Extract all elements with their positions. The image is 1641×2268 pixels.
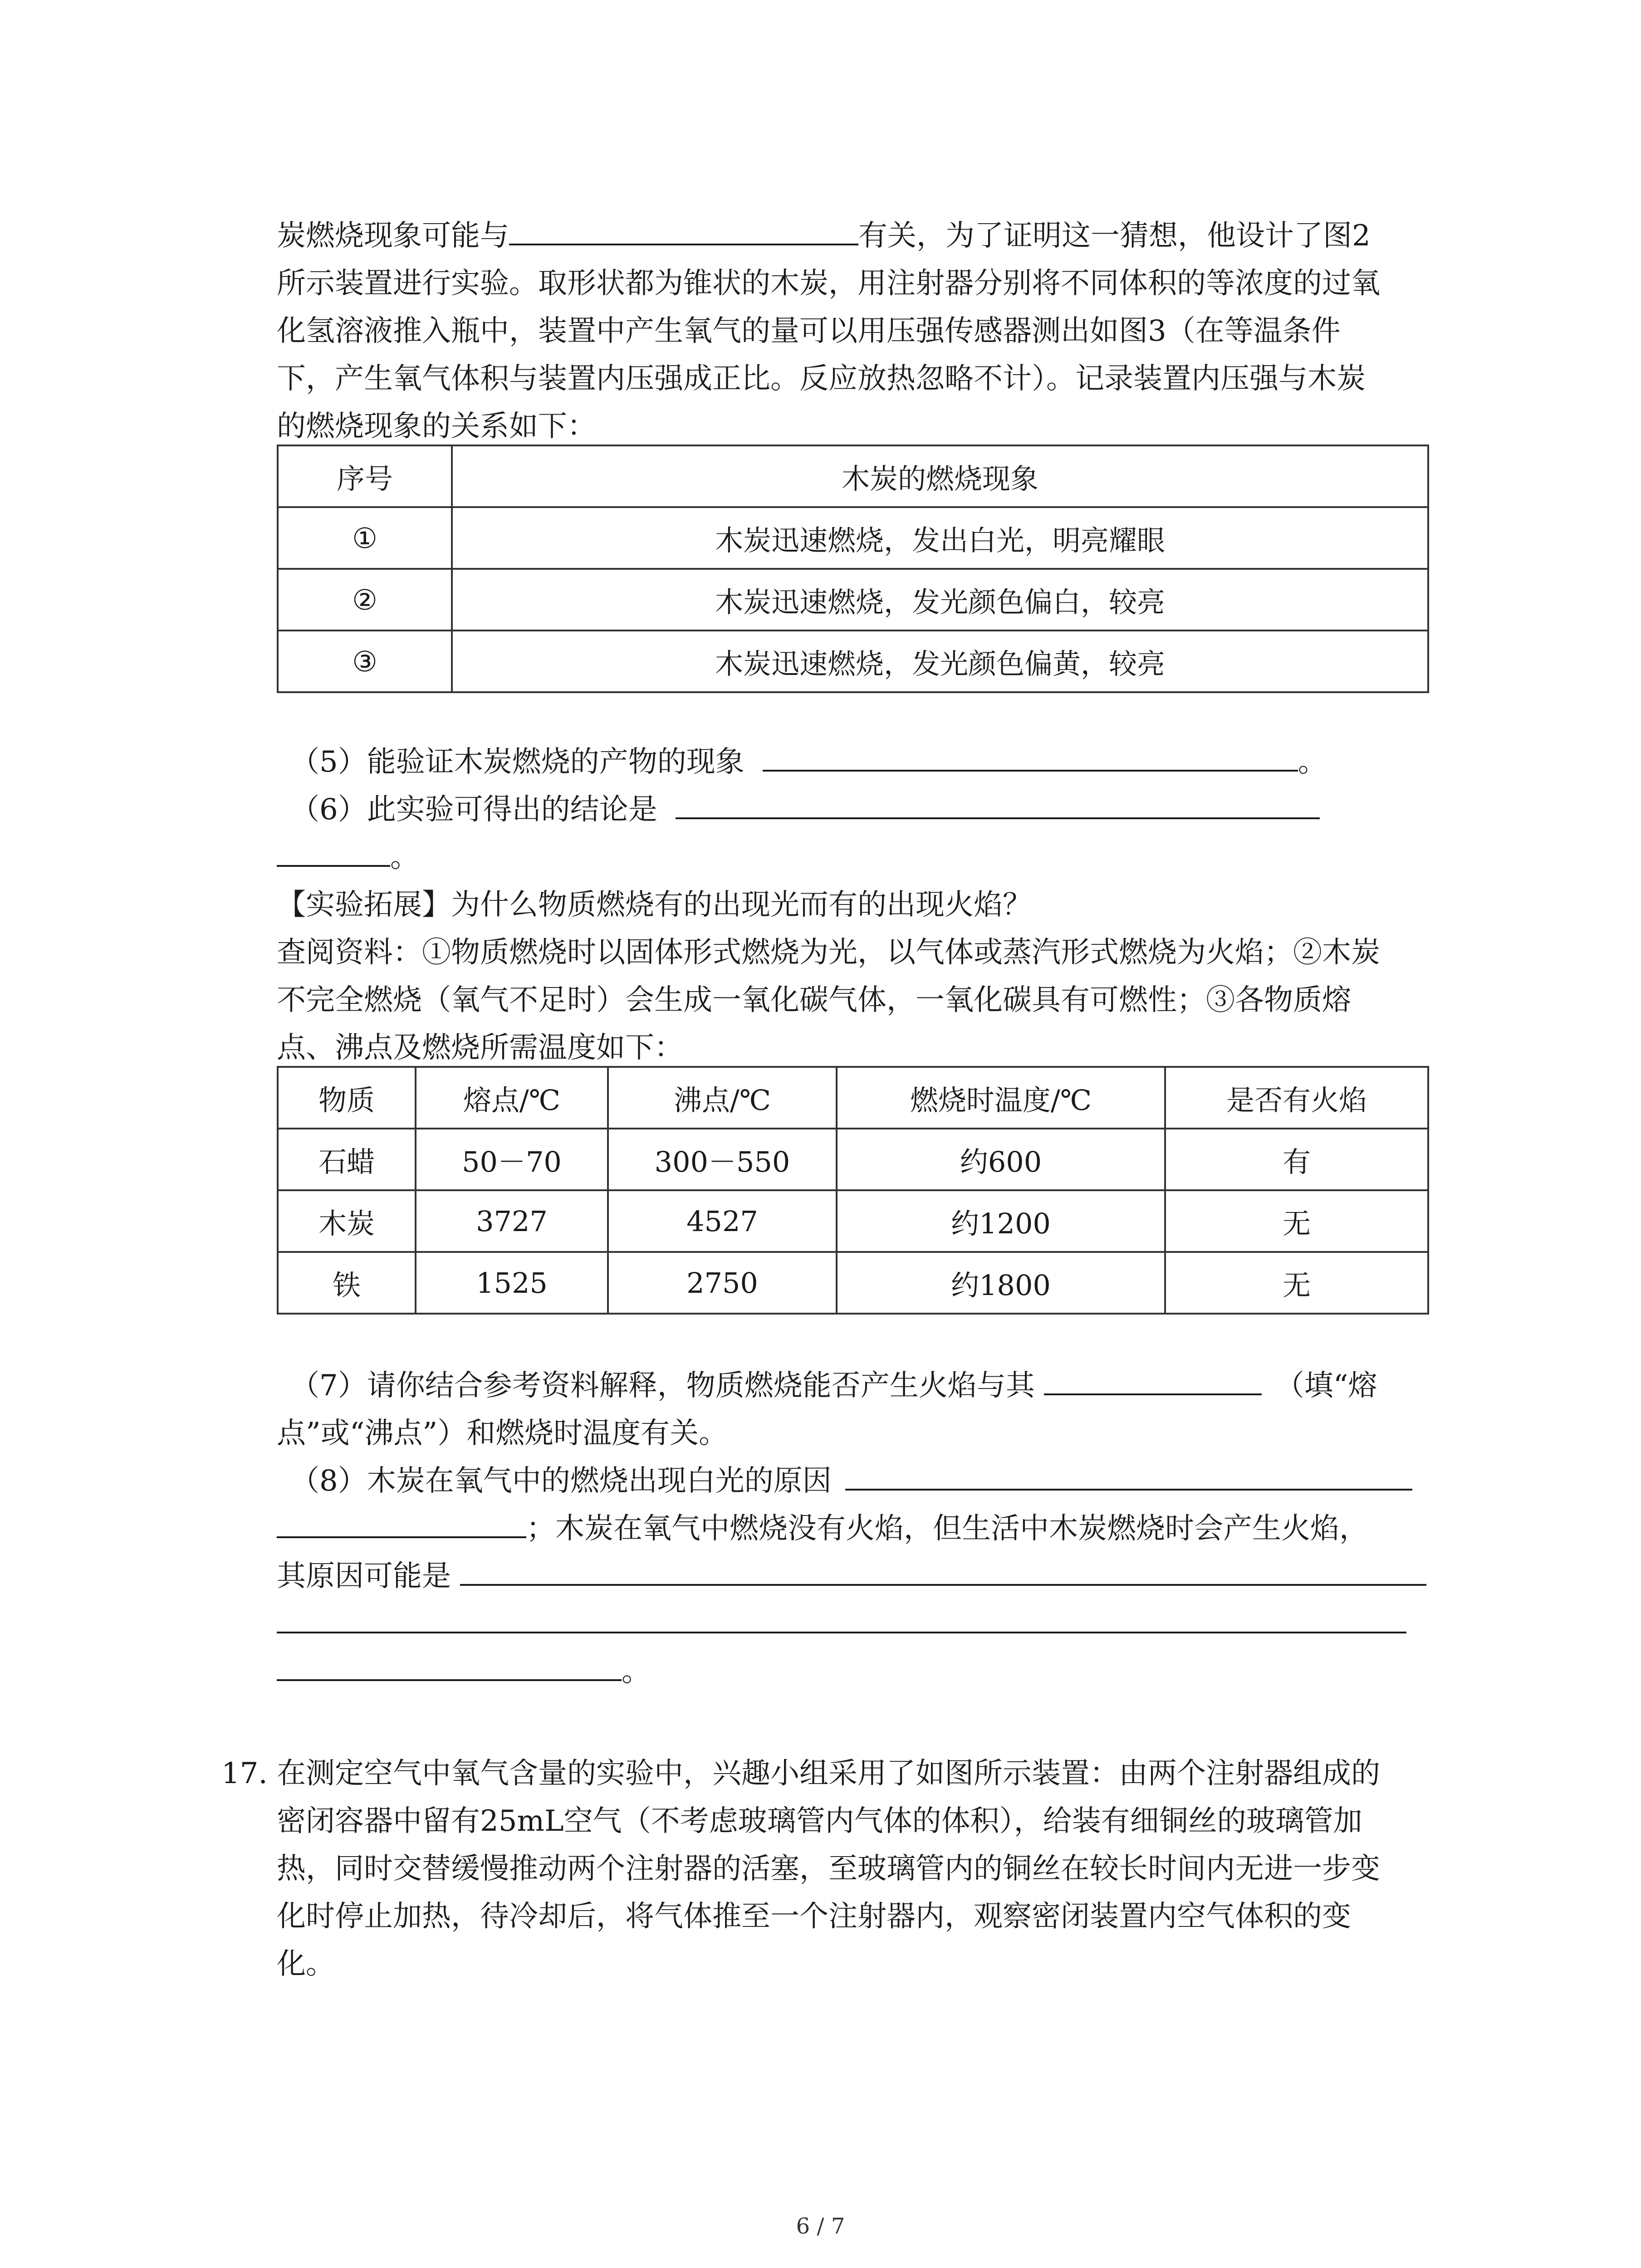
table-cell: ① xyxy=(278,507,452,569)
page-number: 6 / 7 xyxy=(796,2214,845,2239)
question-6-cont xyxy=(277,835,419,880)
q8-text-a: （8）木炭在氧气中的燃烧出现白光的原因 xyxy=(290,1464,832,1498)
q5-end: 。 xyxy=(1298,745,1327,779)
q7-text-b: （填“熔 xyxy=(1275,1369,1377,1403)
question-17-line2: 密闭容器中留有25mL空气（不考虑玻璃管内气体的体积），给装有细铜丝的玻璃管加 xyxy=(277,1804,1362,1838)
table-header: 沸点/℃ xyxy=(608,1067,837,1129)
table-header: 物质 xyxy=(278,1067,416,1129)
table-cell: 无 xyxy=(1165,1190,1428,1252)
extension-title: 【实验拓展】为什么物质燃烧有的出现光而有的出现火焰？ xyxy=(277,888,1032,922)
table-header: 序号 xyxy=(278,445,452,507)
table-cell: 约1200 xyxy=(837,1190,1165,1252)
table-header: 木炭的燃烧现象 xyxy=(452,445,1428,507)
question-8-line3 xyxy=(277,1554,1426,1599)
table-cell: 无 xyxy=(1165,1252,1428,1314)
table-cell: ② xyxy=(278,569,452,631)
properties-table xyxy=(277,1066,1429,1315)
table-header: 是否有火焰 xyxy=(1165,1067,1428,1129)
table-cell: 木炭迅速燃烧，发出白光，明亮耀眼 xyxy=(452,507,1428,569)
q7-text-a: （7）请你结合参考资料解释，物质燃烧能否产生火焰与其 xyxy=(290,1369,1035,1403)
question-17-line4: 化时停止加热，待冷却后，将气体推至一个注射器内，观察密闭装置内空气体积的变 xyxy=(277,1900,1351,1933)
question-8-line4 xyxy=(277,1601,1406,1647)
question-8 xyxy=(290,1458,1412,1504)
para1-line2: 所示装置进行实验。取形状都为锥状的木炭，用注射器分别将不同体积的等浓度的过氧 xyxy=(277,267,1380,300)
table-cell: 石蜡 xyxy=(278,1129,416,1190)
question-8-line5 xyxy=(277,1649,651,1694)
question-7-cont: 点”或“沸点”）和燃烧时温度有关。 xyxy=(277,1417,728,1450)
para1-line1 xyxy=(277,213,1371,259)
q6-end: 。 xyxy=(390,841,419,874)
table-row xyxy=(278,507,1428,569)
table-row xyxy=(278,1190,1428,1252)
table-cell: ③ xyxy=(278,631,452,692)
q6-text: （6）此实验可得出的结论是 xyxy=(290,793,657,826)
table-cell: 2750 xyxy=(608,1252,837,1314)
answer-blank-q7[interactable] xyxy=(1044,1364,1262,1395)
table-cell: 木炭迅速燃烧，发光颜色偏黄，较亮 xyxy=(452,631,1428,692)
extension-line3: 点、沸点及燃烧所需温度如下： xyxy=(277,1031,683,1065)
table-row xyxy=(278,1252,1428,1314)
table-cell: 约1800 xyxy=(837,1252,1165,1314)
table-cell: 约600 xyxy=(837,1129,1165,1190)
para1-line4: 下，产生氧气体积与装置内压强成正比。反应放热忽略不计）。记录装置内压强与木炭 xyxy=(277,362,1366,396)
question-6 xyxy=(290,787,1320,832)
table-header: 燃烧时温度/℃ xyxy=(837,1067,1165,1129)
answer-blank-q8a[interactable] xyxy=(845,1459,1412,1491)
q5-text: （5）能验证木炭燃烧的产物的现象 xyxy=(290,745,745,779)
question-7 xyxy=(290,1363,1377,1408)
table-cell: 有 xyxy=(1165,1129,1428,1190)
table-cell: 4527 xyxy=(608,1190,837,1252)
table-cell: 木炭迅速燃烧，发光颜色偏白，较亮 xyxy=(452,569,1428,631)
question-5 xyxy=(290,739,1327,785)
answer-blank-q8e[interactable] xyxy=(277,1649,622,1681)
phenomenon-table xyxy=(277,445,1429,693)
answer-blank-q6a[interactable] xyxy=(676,787,1320,819)
question-8-line2 xyxy=(277,1506,1368,1551)
table-cell: 50－70 xyxy=(416,1129,608,1190)
table-cell: 1525 xyxy=(416,1252,608,1314)
table-row xyxy=(278,631,1428,692)
answer-blank-q8b[interactable] xyxy=(277,1506,526,1538)
table-cell: 木炭 xyxy=(278,1190,416,1252)
answer-blank-q8d[interactable] xyxy=(277,1602,1406,1633)
table-cell: 铁 xyxy=(278,1252,416,1314)
extension-line2: 不完全燃烧（氧气不足时）会生成一氧化碳气体，一氧化碳具有可燃性；③各物质熔 xyxy=(277,983,1351,1017)
table-header-row xyxy=(278,445,1428,507)
q8-text-c: 其原因可能是 xyxy=(277,1559,451,1593)
question-17-line3: 热，同时交替缓慢推动两个注射器的活塞，至玻璃管内的铜丝在较长时间内无进一步变 xyxy=(277,1852,1380,1886)
answer-blank-q6b[interactable] xyxy=(277,835,390,867)
question-17-number: 17. xyxy=(221,1757,268,1790)
para1-line3: 化氢溶液推入瓶中，装置中产生氧气的量可以用压强传感器测出如图3（在等温条件 xyxy=(277,314,1341,348)
table-cell: 3727 xyxy=(416,1190,608,1252)
para1-text-a: 炭燃烧现象可能与 xyxy=(277,219,509,253)
para1-text-b: 有关，为了证明这一猜想，他设计了图2 xyxy=(858,219,1371,253)
answer-blank-q5[interactable] xyxy=(763,740,1298,772)
para1-line5: 的燃烧现象的关系如下： xyxy=(277,410,596,443)
q8-end: 。 xyxy=(622,1655,651,1688)
extension-line1: 查阅资料：①物质燃烧时以固体形式燃烧为光，以气体或蒸汽形式燃烧为火焰；②木炭 xyxy=(277,936,1380,969)
table-header-row xyxy=(278,1067,1428,1129)
question-17-line1: 在测定空气中氧气含量的实验中，兴趣小组采用了如图所示装置：由两个注射器组成的 xyxy=(277,1757,1380,1790)
answer-blank-q8c[interactable] xyxy=(460,1554,1426,1586)
table-header: 熔点/℃ xyxy=(416,1067,608,1129)
table-row xyxy=(278,569,1428,631)
table-cell: 300－550 xyxy=(608,1129,837,1190)
table-row xyxy=(278,1129,1428,1190)
answer-blank-1[interactable] xyxy=(509,214,858,245)
q8-text-b: ；木炭在氧气中燃烧没有火焰，但生活中木炭燃烧时会产生火焰， xyxy=(526,1512,1368,1545)
question-17-line5: 化。 xyxy=(277,1947,335,1981)
